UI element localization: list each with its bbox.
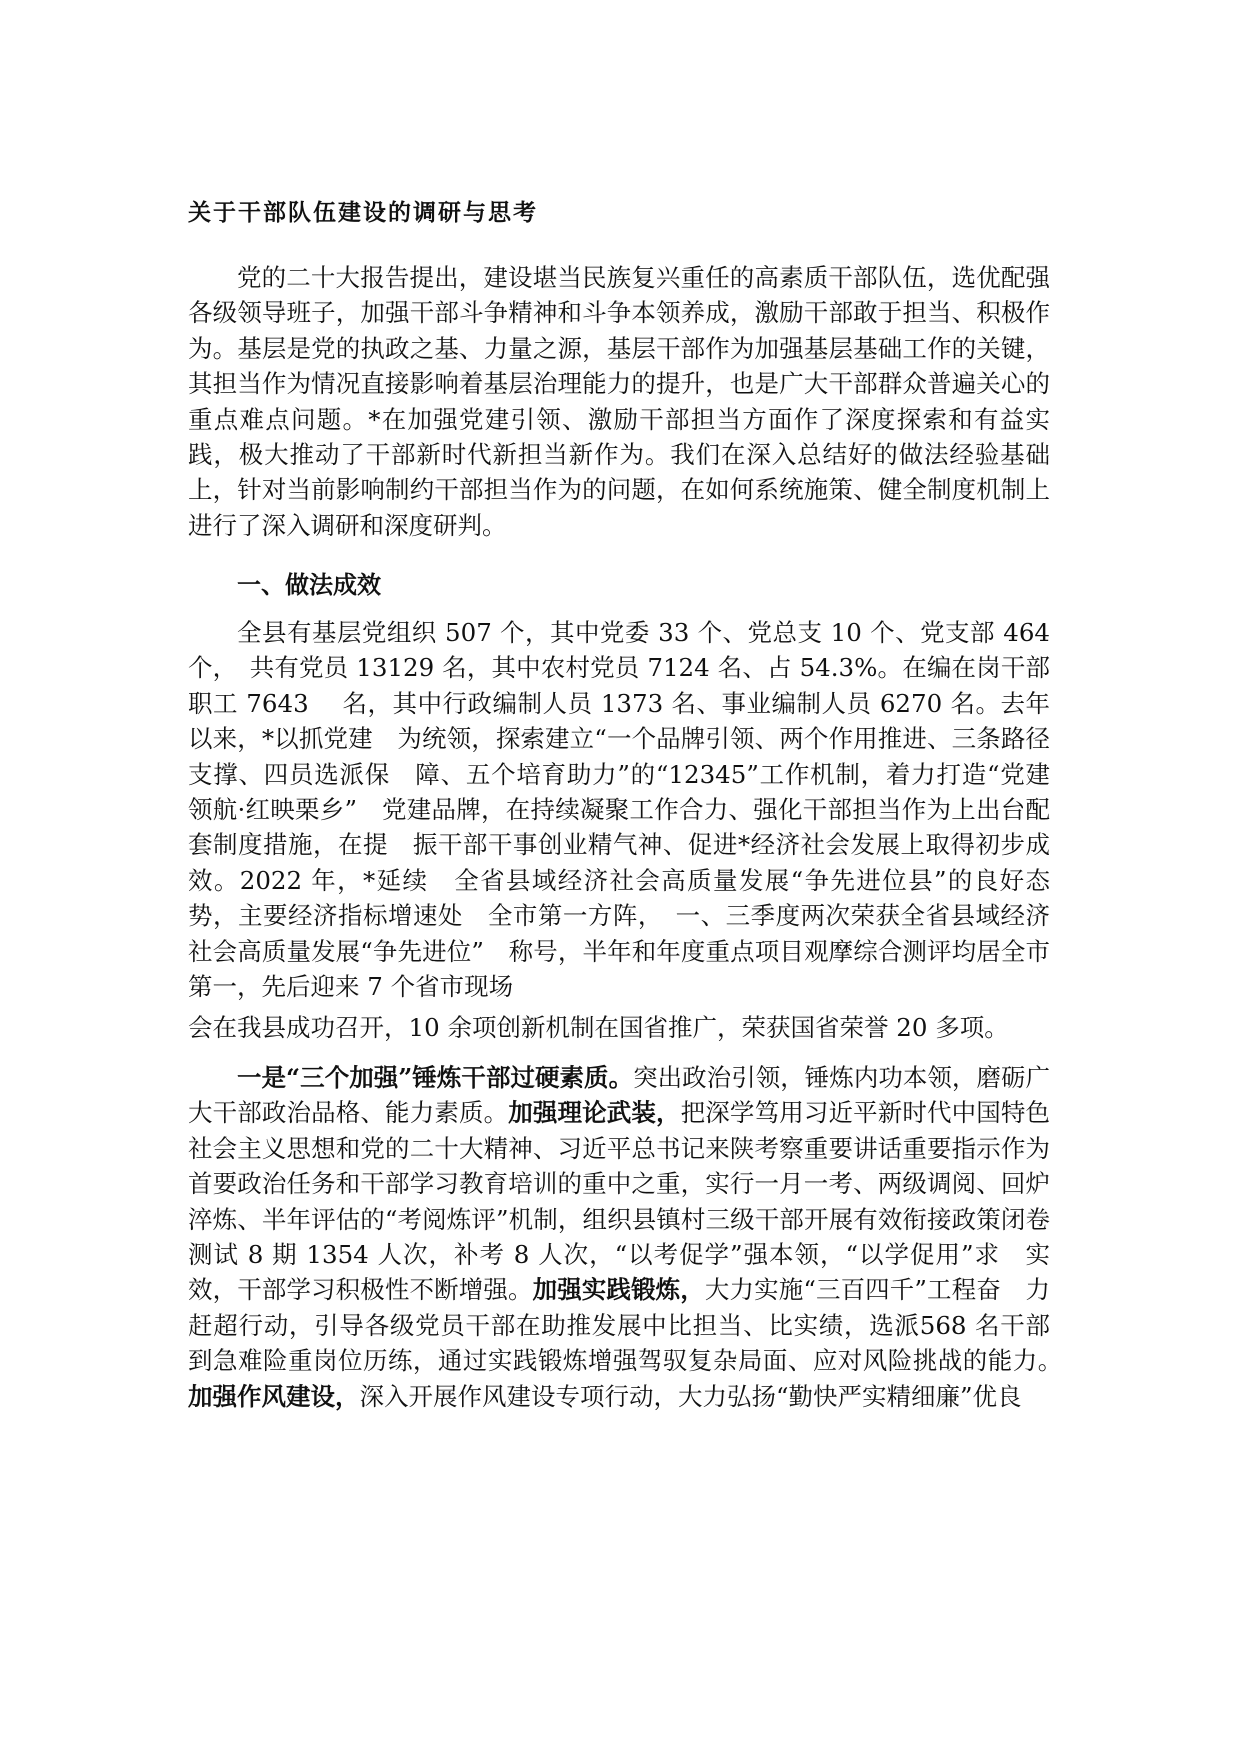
item-style-text: 深入开展作风建设专项行动，大力弘扬“勤快严实精细廉”优良 bbox=[359, 1381, 1022, 1411]
item-style-bold: 加强作风建设， bbox=[188, 1381, 360, 1411]
item-theory-text: 把深学笃用习近平新时代中国特色社会主义思想和党的二十大精神、习近平总书记来陕考察重要讲话重要指示作为首要政治任务和干部学习教育培训的重中之重，实行一月一考、两级调阅、回炉淬炼、半年评估的“考阅炼评”机制，组织县镇村三级干部开展有效衔接政策闭卷测试 8 期 1354 人次，补考 8 人次，“以考促学”强本领，“以学促用”求 实效，干部学习积极性不断增强。 bbox=[188, 1098, 1051, 1305]
section-heading: 一、做法成效 bbox=[237, 570, 381, 599]
section-one-lead-text: 突出政治引领，锤炼内功本领，磨砺广大干部政治品格、能力素质。 bbox=[188, 1063, 1051, 1128]
stats-paragraph: 全县有基层党组织 507 个，其中党委 33 个、党总支 10 个、党支部 464 个， 共有党员 13129 名，其中农村党员 7124 名、占 54.3%。在编在岗干部职工 7643 名，其中行政编制人员 1373 名、事业编制人员 6270 名。去年以来，*以抓党建 为统领，探索建立“一个品牌引领、两个作用推进、三条路径支撑、四员选派保 障、五个培育助力”的“12345”工作机制，着力打造“党建领航·红映栗乡” 党建品牌，在持续凝聚工作合力、强化干部担当作为上出台配套制度措施，在提 振干部干事创业精气神、促进*经济社会发展上取得初步成效。2022 年，*延续 全省县域经济社会高质量发展“争先进位县”的良好态势，主要经济指标增速处 全市第一方阵， 一、三季度两次荣获全省县域经济社会高质量发展“争先进位” 称号，半年和年度重点项目观摩综合测评均居全市第一，先后迎来 7 个省市现场 bbox=[188, 618, 1050, 1002]
section-one-paragraph bbox=[188, 1060, 1075, 1414]
document-title: 关于干部队伍建设的调研与思考 bbox=[188, 199, 538, 226]
intro-paragraph: 党的二十大报告提出，建设堪当民族复兴重任的高素质干部队伍，选优配强各级领导班子，加强干部斗争精神和斗争本领养成，激励干部敢于担当、积极作为。基层是党的执政之基、力量之源，基层干部作为加强基层基础工作的关键，其担当作为情况直接影响着基层治理能力的提升，也是广大干部群众普遍关心的重点难点问题。*在加强党建引领、激励干部担当方面作了深度探索和有益实践，极大推动了干部新时代新担当新作为。我们在深入总结好的做法经验基础上，针对当前影响制约干部担当作为的问题，在如何系统施策、健全制度机制上进行了深入调研和深度研判。 bbox=[188, 263, 1050, 540]
item-practice-bold: 加强实践锻炼， bbox=[532, 1275, 705, 1305]
stats-paragraph-last-line: 会在我县成功召开，10 余项创新机制在国省推广，荣获国省荣誉 20 多项。 bbox=[188, 1013, 1009, 1042]
item-theory-bold: 加强理论武装， bbox=[508, 1098, 681, 1128]
section-one-lead-bold: 一是“三个加强”锤炼干部过硬素质。 bbox=[237, 1063, 634, 1092]
item-practice-text: 大力实施“三百四千”工程奋 力赶超行动，引导各级党员干部在助推发展中比担当、比实绩，选派568 名干部 到急难险重岗位历练，通过实践锻炼增强驾驭复杂局面、应对风险挑战的能力。 bbox=[188, 1275, 1075, 1376]
